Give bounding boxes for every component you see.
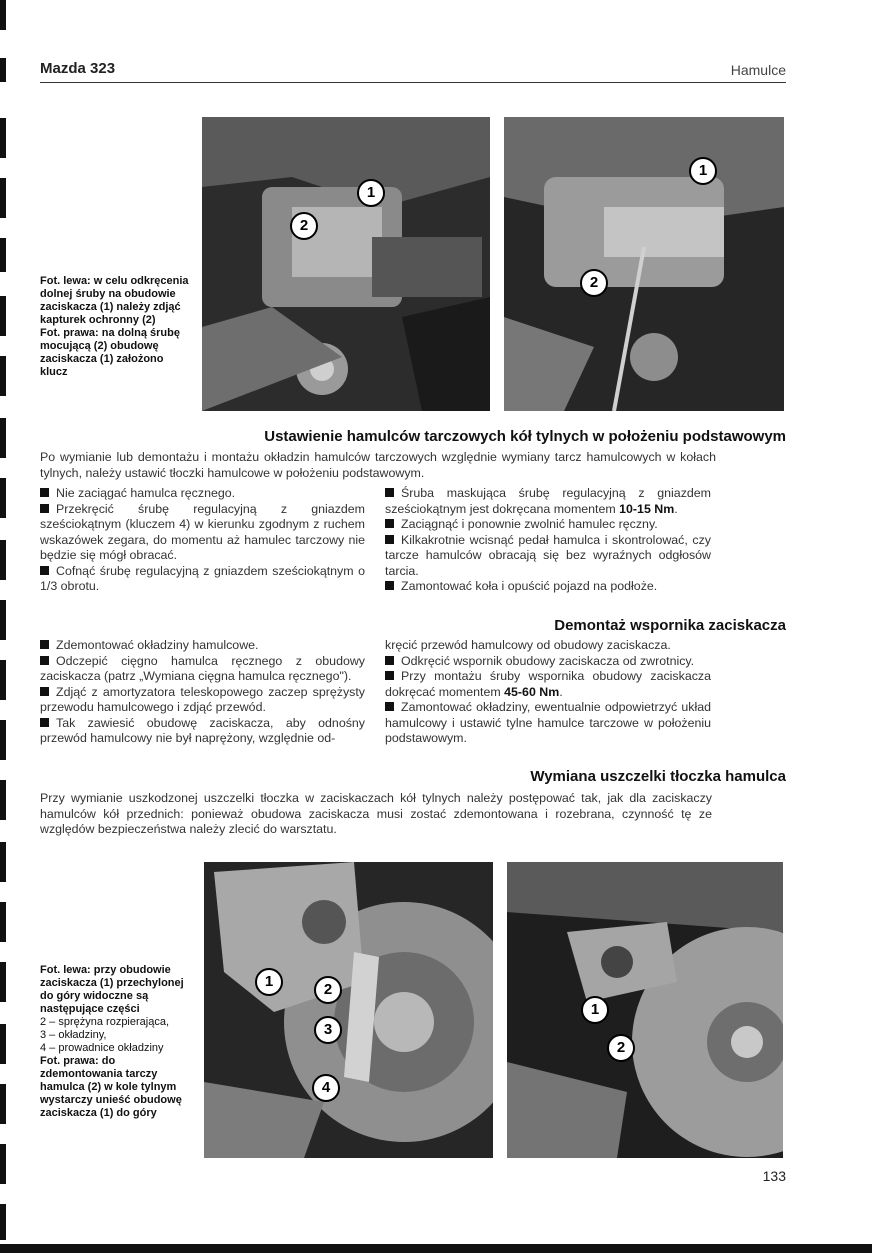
callout-1: 1 (255, 968, 283, 996)
column-right (385, 486, 711, 595)
margin-mark (0, 178, 6, 218)
margin-mark (0, 1204, 6, 1240)
list-item: Tak zawiesić obudowę zaciskacza, aby odnośny przewód hamulcowy nie był naprężony, względnie od- (40, 715, 365, 745)
list-item: Nie zaciągać hamulca ręcznego. (40, 486, 365, 502)
callout-4: 4 (312, 1074, 340, 1102)
bullet-icon (385, 488, 394, 497)
callout-1: 1 (689, 157, 717, 185)
callout-3: 3 (314, 1016, 342, 1044)
bullet-icon (40, 656, 49, 665)
photo-caption-bottom (40, 964, 190, 1120)
callout-2: 2 (580, 269, 608, 297)
section-heading: Demontaż wspornika zaciskacza (554, 617, 786, 634)
margin-mark (0, 962, 6, 1002)
list-item: Odkręcić wspornik obudowy zaciskacza od zwrotnicy. (385, 654, 711, 670)
list-item: Odczepić cięgno hamulca ręcznego z obudowy zaciskacza (patrz „Wymiana cięgna hamulca ręcznego"). (40, 653, 365, 683)
list-item: Przy montażu śruby wspornika obudowy zaciskacza dokręcać momentem 45-60 Nm. (385, 669, 711, 699)
caption-right-text: Fot. prawa: do zdemontowania tarczy hamulca (2) w kole tylnym wystarczy unieść obudowę zaciskacza (1) do góry (40, 1055, 182, 1119)
list-item: Przekręcić śrubę regulacyjną z gniazdem sześciokątnym (kluczem 4) w kierunku zgodnym z ruchem wskazówek zegara, do momentu aż hamulec tarczowy nie będzie się mógł obracać. (40, 501, 365, 562)
section-intro: Po wymianie lub demontażu i montażu okładzin hamulców tarczowych względnie wymiany tarcz hamulcowych w kołach tylnych, należy ustawić tłoczki hamulcowe w położeniu podstawowym. (40, 450, 716, 480)
margin-mark (0, 600, 6, 640)
margin-mark (0, 842, 6, 882)
photo-top-left-graphic (202, 117, 490, 411)
list-item: Zdemontować okładziny hamulcowe. (40, 638, 365, 654)
margin-mark (0, 0, 6, 30)
photo-top-left (202, 117, 490, 411)
section-text: Przy wymianie uszkodzonej uszczelki tłoczka w zaciskaczach kół tylnych należy postępować tak, jak dla zaciskaczy hamulców kół przednich: ponieważ obudowa zaciskacza musi zostać zdemontowana i rozebrana, czynność tę ze względów bezpieczeństwa należy zlecić do warsztatu. (40, 791, 712, 836)
column-left (40, 638, 365, 747)
callout-2: 2 (607, 1034, 635, 1062)
list-item: Zdjąć z amortyzatora teleskopowego zaczep sprężysty przewodu hamulcowego i zdjąć przewód. (40, 684, 365, 714)
caption-left-text: Fot. lewa: przy obudowie zaciskacza (1) przechylonej do góry widoczne są następujące części (40, 964, 184, 1015)
header-divider (40, 82, 786, 83)
margin-mark (0, 58, 6, 82)
photo-top-right-graphic (504, 117, 784, 411)
margin-mark (0, 238, 6, 272)
list-item-continued: kręcić przewód hamulcowy od obudowy zaciskacza. (385, 638, 671, 652)
bullet-icon (40, 566, 49, 575)
bullet-icon (40, 640, 49, 649)
section-heading: Wymiana uszczelki tłoczka hamulca (530, 768, 786, 785)
list-item: Śruba maskująca śrubę regulacyjną z gniazdem sześciokątnym jest dokręcana momentem 10-15 Nm. (385, 486, 711, 516)
margin-mark (0, 356, 6, 396)
photo-bottom-right (507, 862, 783, 1158)
margin-mark (0, 1084, 6, 1124)
callout-2: 2 (314, 976, 342, 1004)
list-item: Kilkakrotnie wcisnąć pedał hamulca i skontrolować, czy tarcze hamulców obracają się bez wyraźnych odgłosów tarcia. (385, 532, 711, 578)
bullet-icon (385, 702, 394, 711)
photo-bottom-left (204, 862, 493, 1158)
list-item: Cofnąć śrubę regulacyjną z gniazdem sześciokątnym o 1/3 obrotu. (40, 563, 365, 593)
photo-caption-top (40, 275, 190, 379)
page-number: 133 (762, 1168, 786, 1184)
margin-mark (0, 478, 6, 518)
column-left (40, 486, 365, 595)
margin-mark (0, 660, 6, 700)
photo-bottom-right-graphic (507, 862, 783, 1158)
caption-right-text: Fot. prawa: na dolną śrubę mocującą (2) obudowę zaciskacza (1) założono klucz (40, 327, 180, 378)
margin-mark (0, 1144, 6, 1184)
caption-left-text: Fot. lewa: w celu odkręcenia dolnej śruby na obudowie zaciskacza (1) należy zdjąć kapturek ochronny (2) (40, 275, 189, 326)
bullet-icon (385, 535, 394, 544)
list-item: Zamontować koła i opuścić pojazd na podłoże. (385, 579, 711, 595)
bullet-icon (40, 504, 49, 513)
margin-mark (0, 902, 6, 942)
bullet-icon (40, 718, 49, 727)
bullet-icon (385, 519, 394, 528)
margin-mark (0, 118, 6, 158)
callout-1: 1 (357, 179, 385, 207)
margin-mark (0, 1024, 6, 1064)
bullet-icon (385, 581, 394, 590)
callout-1: 1 (581, 996, 609, 1024)
bottom-border (0, 1244, 872, 1253)
margin-mark (0, 720, 6, 760)
section-heading: Ustawienie hamulców tarczowych kół tylnych w położeniu podstawowym (264, 428, 786, 445)
caption-part: 4 – prowadnice okładziny (40, 1042, 164, 1054)
photo-bottom-left-graphic (204, 862, 493, 1158)
caption-part: 2 – sprężyna rozpierająca, (40, 1016, 170, 1028)
bullet-icon (40, 488, 49, 497)
header-section: Hamulce (730, 62, 786, 78)
list-item: Zamontować okładziny, ewentualnie odpowietrzyć układ hamulcowy i ustawić tylne hamulce tarczowe w położeniu podstawowym. (385, 700, 711, 745)
photo-top-right (504, 117, 784, 411)
header-brand: Mazda 323 (40, 60, 116, 77)
caption-part: 3 – okładziny, (40, 1029, 107, 1041)
column-right (385, 638, 711, 747)
margin-mark (0, 296, 6, 336)
margin-mark (0, 418, 6, 458)
margin-mark (0, 780, 6, 820)
bullet-icon (385, 656, 394, 665)
bullet-icon (40, 687, 49, 696)
list-item: Zaciągnąć i ponownie zwolnić hamulec ręczny. (385, 517, 711, 533)
bullet-icon (385, 671, 394, 680)
callout-2: 2 (290, 212, 318, 240)
margin-mark (0, 540, 6, 580)
